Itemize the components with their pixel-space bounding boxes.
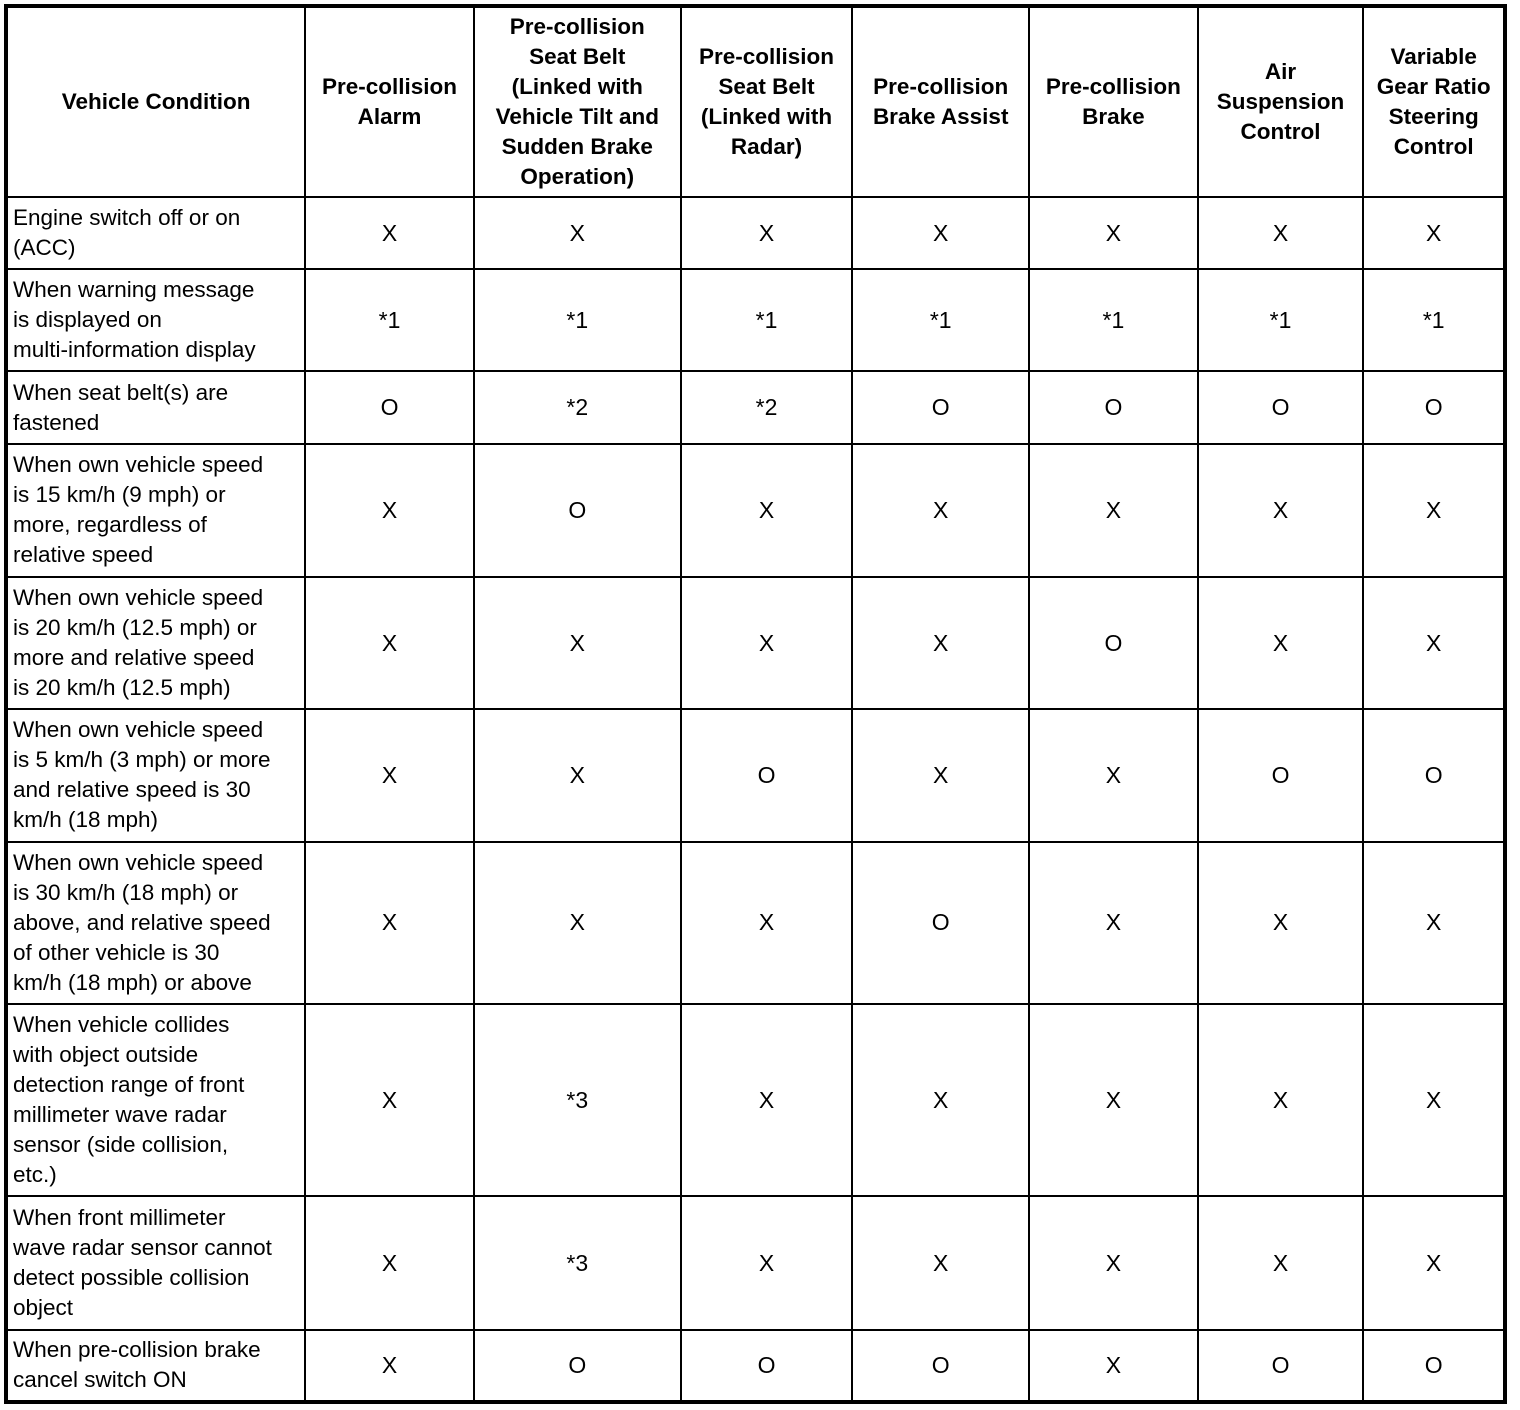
value-cell: *1 bbox=[681, 269, 853, 371]
value-cell: O bbox=[1363, 371, 1505, 443]
value-cell: O bbox=[1029, 371, 1198, 443]
value-cell: O bbox=[474, 444, 681, 577]
value-cell: X bbox=[1029, 709, 1198, 841]
value-cell: X bbox=[305, 1330, 474, 1402]
value-cell: *1 bbox=[1363, 269, 1505, 371]
header-brake-assist: Pre-collision Brake Assist bbox=[852, 6, 1029, 197]
header-variable-gear-ratio: Variable Gear Ratio Steering Control bbox=[1363, 6, 1505, 197]
condition-cell: When own vehicle speed is 5 km/h (3 mph) or more and relative speed is 30 km/h (18 mph) bbox=[6, 709, 305, 841]
header-seat-belt-radar: Pre-collision Seat Belt (Linked with Radar) bbox=[681, 6, 853, 197]
value-cell: X bbox=[1029, 842, 1198, 1004]
value-cell: O bbox=[681, 1330, 853, 1402]
value-cell: X bbox=[1029, 1004, 1198, 1196]
value-cell: X bbox=[852, 1004, 1029, 1196]
value-cell: X bbox=[681, 1004, 853, 1196]
value-cell: X bbox=[852, 1196, 1029, 1329]
value-cell: X bbox=[305, 197, 474, 269]
header-pre-collision-alarm: Pre-collision Alarm bbox=[305, 6, 474, 197]
value-cell: X bbox=[1198, 577, 1364, 709]
value-cell: *1 bbox=[852, 269, 1029, 371]
condition-cell: Engine switch off or on (ACC) bbox=[6, 197, 305, 269]
value-cell: O bbox=[1363, 709, 1505, 841]
value-cell: X bbox=[1198, 444, 1364, 577]
table-row bbox=[6, 577, 1505, 709]
value-cell: X bbox=[305, 444, 474, 577]
value-cell: O bbox=[852, 842, 1029, 1004]
value-cell: X bbox=[1198, 1196, 1364, 1329]
table-row bbox=[6, 1196, 1505, 1329]
value-cell: X bbox=[1198, 842, 1364, 1004]
header-row bbox=[6, 6, 1505, 197]
value-cell: O bbox=[1029, 577, 1198, 709]
value-cell: X bbox=[1363, 1004, 1505, 1196]
value-cell: X bbox=[681, 197, 853, 269]
header-seat-belt-tilt-brake: Pre-collision Seat Belt (Linked with Vehicle Tilt and Sudden Brake Operation) bbox=[474, 6, 681, 197]
value-cell: X bbox=[1198, 197, 1364, 269]
value-cell: X bbox=[681, 577, 853, 709]
value-cell: *1 bbox=[305, 269, 474, 371]
table-row bbox=[6, 444, 1505, 577]
value-cell: X bbox=[1363, 577, 1505, 709]
value-cell: O bbox=[681, 709, 853, 841]
condition-cell: When warning message is displayed on multi-information display bbox=[6, 269, 305, 371]
value-cell: X bbox=[852, 577, 1029, 709]
value-cell: X bbox=[474, 577, 681, 709]
value-cell: X bbox=[1363, 1196, 1505, 1329]
value-cell: O bbox=[1198, 371, 1364, 443]
condition-table bbox=[4, 4, 1507, 1404]
value-cell: X bbox=[1363, 842, 1505, 1004]
value-cell: *1 bbox=[1029, 269, 1198, 371]
condition-cell: When seat belt(s) are fastened bbox=[6, 371, 305, 443]
value-cell: O bbox=[305, 371, 474, 443]
value-cell: X bbox=[852, 709, 1029, 841]
value-cell: O bbox=[1198, 1330, 1364, 1402]
table-row bbox=[6, 842, 1505, 1004]
condition-cell: When front millimeter wave radar sensor cannot detect possible collision object bbox=[6, 1196, 305, 1329]
value-cell: X bbox=[1198, 1004, 1364, 1196]
value-cell: X bbox=[305, 709, 474, 841]
value-cell: X bbox=[1363, 197, 1505, 269]
condition-cell: When pre-collision brake cancel switch ON bbox=[6, 1330, 305, 1402]
value-cell: X bbox=[1029, 444, 1198, 577]
header-air-suspension: Air Suspension Control bbox=[1198, 6, 1364, 197]
table-row bbox=[6, 1330, 1505, 1402]
value-cell: X bbox=[305, 842, 474, 1004]
header-vehicle-condition: Vehicle Condition bbox=[6, 6, 305, 197]
table-row bbox=[6, 197, 1505, 269]
value-cell: *1 bbox=[1198, 269, 1364, 371]
value-cell: X bbox=[1029, 197, 1198, 269]
value-cell: X bbox=[305, 577, 474, 709]
value-cell: X bbox=[474, 842, 681, 1004]
value-cell: X bbox=[474, 197, 681, 269]
value-cell: X bbox=[474, 709, 681, 841]
value-cell: X bbox=[681, 444, 853, 577]
value-cell: *2 bbox=[681, 371, 853, 443]
table-row bbox=[6, 709, 1505, 841]
value-cell: *3 bbox=[474, 1004, 681, 1196]
value-cell: X bbox=[1029, 1330, 1198, 1402]
value-cell: X bbox=[1029, 1196, 1198, 1329]
table-row bbox=[6, 1004, 1505, 1196]
value-cell: O bbox=[852, 371, 1029, 443]
condition-cell: When own vehicle speed is 15 km/h (9 mph) or more, regardless of relative speed bbox=[6, 444, 305, 577]
value-cell: X bbox=[852, 444, 1029, 577]
value-cell: O bbox=[1363, 1330, 1505, 1402]
condition-cell: When vehicle collides with object outside detection range of front millimeter wave radar sensor (side collision, etc.) bbox=[6, 1004, 305, 1196]
header-pre-collision-brake: Pre-collision Brake bbox=[1029, 6, 1198, 197]
table-row bbox=[6, 371, 1505, 443]
value-cell: *2 bbox=[474, 371, 681, 443]
value-cell: X bbox=[681, 842, 853, 1004]
value-cell: X bbox=[852, 197, 1029, 269]
value-cell: *1 bbox=[474, 269, 681, 371]
condition-cell: When own vehicle speed is 30 km/h (18 mph) or above, and relative speed of other vehicle is 30 km/h (18 mph) or above bbox=[6, 842, 305, 1004]
value-cell: O bbox=[1198, 709, 1364, 841]
value-cell: X bbox=[1363, 444, 1505, 577]
condition-cell: When own vehicle speed is 20 km/h (12.5 mph) or more and relative speed is 20 km/h (12.5 mph) bbox=[6, 577, 305, 709]
value-cell: X bbox=[305, 1196, 474, 1329]
table-body bbox=[6, 197, 1505, 1402]
value-cell: X bbox=[681, 1196, 853, 1329]
value-cell: O bbox=[474, 1330, 681, 1402]
table-row bbox=[6, 269, 1505, 371]
value-cell: X bbox=[305, 1004, 474, 1196]
value-cell: O bbox=[852, 1330, 1029, 1402]
value-cell: *3 bbox=[474, 1196, 681, 1329]
